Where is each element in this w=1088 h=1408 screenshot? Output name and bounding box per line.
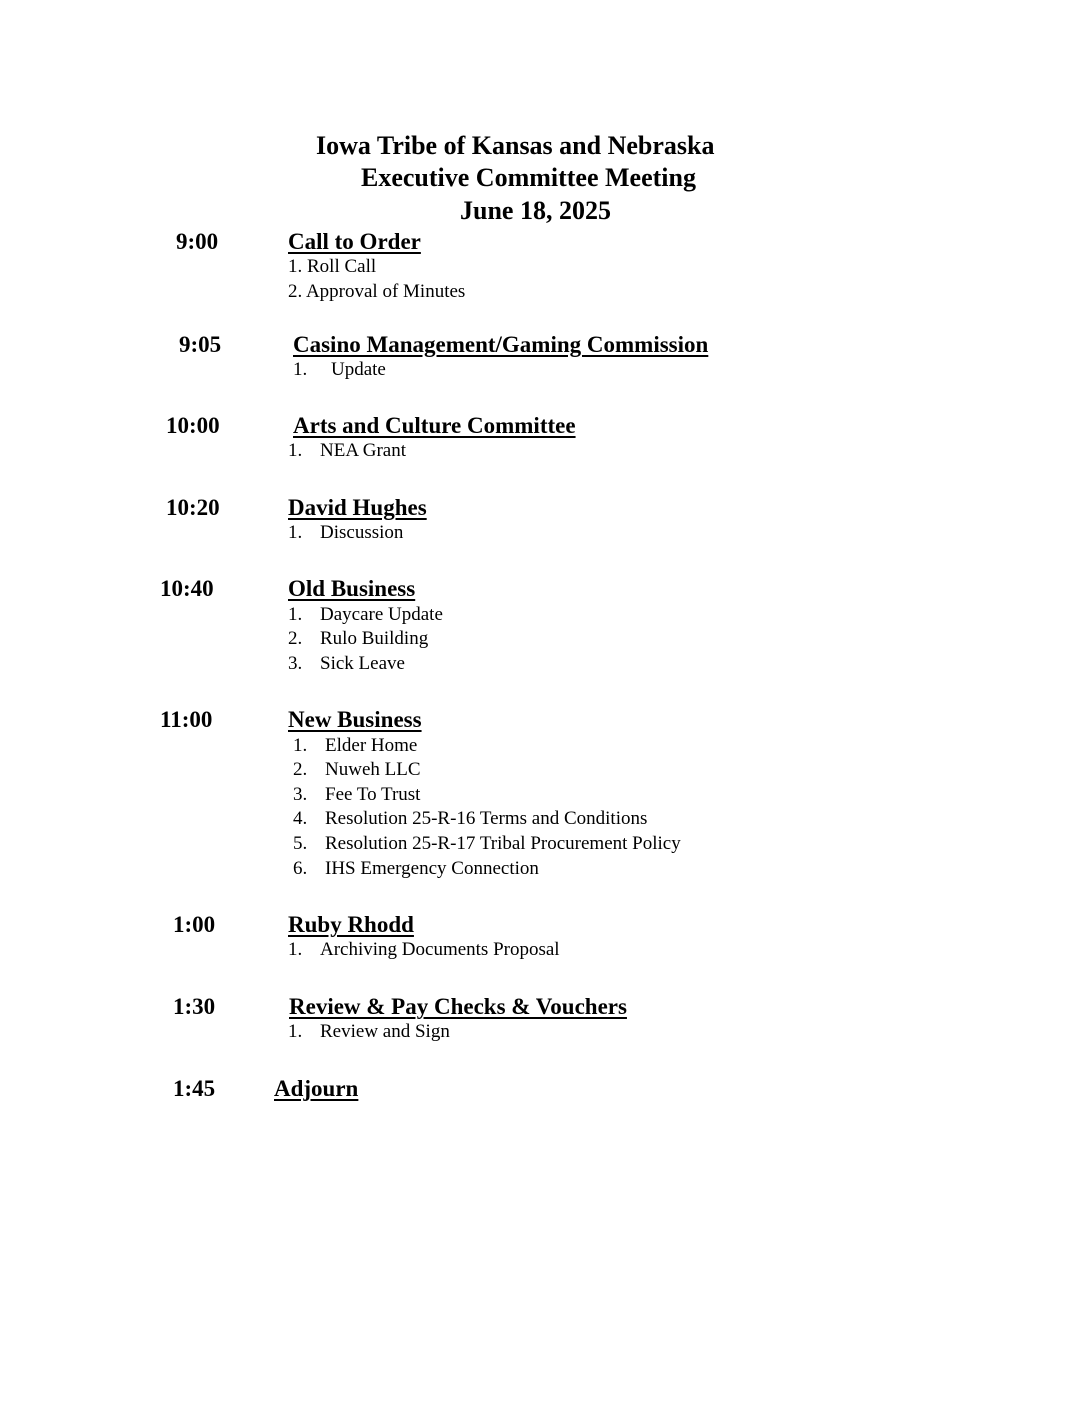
item-text: Nuweh LLC bbox=[325, 759, 421, 780]
item-text: IHS Emergency Connection bbox=[325, 858, 539, 879]
agenda-heading: New Business bbox=[288, 707, 422, 732]
item-text: Resolution 25-R-16 Terms and Conditions bbox=[325, 808, 648, 829]
item-number: 2. bbox=[288, 281, 303, 302]
agenda-item bbox=[288, 652, 405, 676]
item-number: 1. bbox=[288, 1021, 303, 1042]
item-number: 5. bbox=[293, 833, 308, 854]
agenda-item bbox=[288, 521, 403, 545]
agenda-item bbox=[288, 255, 376, 279]
agenda-heading: Ruby Rhodd bbox=[288, 912, 414, 937]
agenda-heading: Old Business bbox=[288, 576, 416, 601]
agenda-item bbox=[293, 758, 421, 782]
agenda-time: 10:40 bbox=[160, 576, 214, 601]
agenda-item bbox=[288, 1020, 450, 1044]
item-text: NEA Grant bbox=[320, 440, 407, 461]
agenda-time: 9:05 bbox=[179, 332, 222, 357]
item-text: Elder Home bbox=[325, 735, 418, 756]
agenda-heading: Call to Order bbox=[288, 229, 421, 254]
agenda-item bbox=[288, 627, 428, 651]
item-number: 1. bbox=[288, 939, 303, 960]
item-text: Daycare Update bbox=[320, 604, 443, 625]
agenda-time: 9:00 bbox=[176, 229, 219, 254]
item-number: 4. bbox=[293, 808, 308, 829]
agenda-time: 10:20 bbox=[166, 495, 220, 520]
agenda-item bbox=[293, 832, 681, 856]
agenda-item bbox=[293, 807, 647, 831]
meeting-title: Executive Committee Meeting bbox=[361, 163, 696, 192]
item-number: 1. bbox=[293, 359, 308, 380]
item-text: Approval of Minutes bbox=[305, 281, 466, 302]
agenda-time: 1:45 bbox=[173, 1076, 216, 1101]
agenda-time: 10:00 bbox=[166, 413, 220, 438]
agenda-item bbox=[293, 734, 417, 758]
item-text: Resolution 25-R-17 Tribal Procurement Policy bbox=[325, 833, 681, 854]
item-text: Sick Leave bbox=[320, 653, 405, 674]
meeting-date: June 18, 2025 bbox=[460, 196, 611, 225]
agenda-item bbox=[288, 603, 443, 627]
agenda-time: 1:00 bbox=[173, 912, 216, 937]
agenda-heading: Review & Pay Checks & Vouchers bbox=[289, 994, 627, 1019]
agenda-heading: Casino Management/Gaming Commission bbox=[293, 332, 709, 357]
item-number: 3. bbox=[293, 784, 308, 805]
agenda-heading: Adjourn bbox=[274, 1076, 359, 1101]
item-number: 2. bbox=[288, 628, 303, 649]
item-number: 2. bbox=[293, 759, 308, 780]
item-text: Roll Call bbox=[307, 256, 377, 277]
agenda-item bbox=[293, 783, 420, 807]
agenda-heading: Arts and Culture Committee bbox=[293, 413, 576, 438]
item-text: Update bbox=[331, 359, 386, 380]
item-number: 1. bbox=[288, 522, 303, 543]
item-text: Archiving Documents Proposal bbox=[320, 939, 560, 960]
item-text: Discussion bbox=[320, 522, 404, 543]
item-number: 1. bbox=[288, 440, 303, 461]
item-number: 1. bbox=[293, 735, 308, 756]
agenda-heading: David Hughes bbox=[288, 495, 427, 520]
agenda-time: 1:30 bbox=[173, 994, 216, 1019]
item-text: Rulo Building bbox=[320, 628, 429, 649]
org-title: Iowa Tribe of Kansas and Nebraska bbox=[316, 131, 715, 160]
item-number: 6. bbox=[293, 858, 308, 879]
item-number: 1. bbox=[288, 256, 303, 277]
item-text: Review and Sign bbox=[320, 1021, 450, 1042]
item-text: Fee To Trust bbox=[325, 784, 421, 805]
item-number: 1. bbox=[288, 604, 303, 625]
agenda-time: 11:00 bbox=[160, 707, 213, 732]
agenda-item bbox=[288, 439, 406, 463]
agenda-item bbox=[288, 938, 560, 962]
item-number: 3. bbox=[288, 653, 303, 674]
agenda-item bbox=[288, 280, 465, 304]
agenda-item bbox=[293, 358, 386, 382]
agenda-item bbox=[293, 857, 539, 881]
